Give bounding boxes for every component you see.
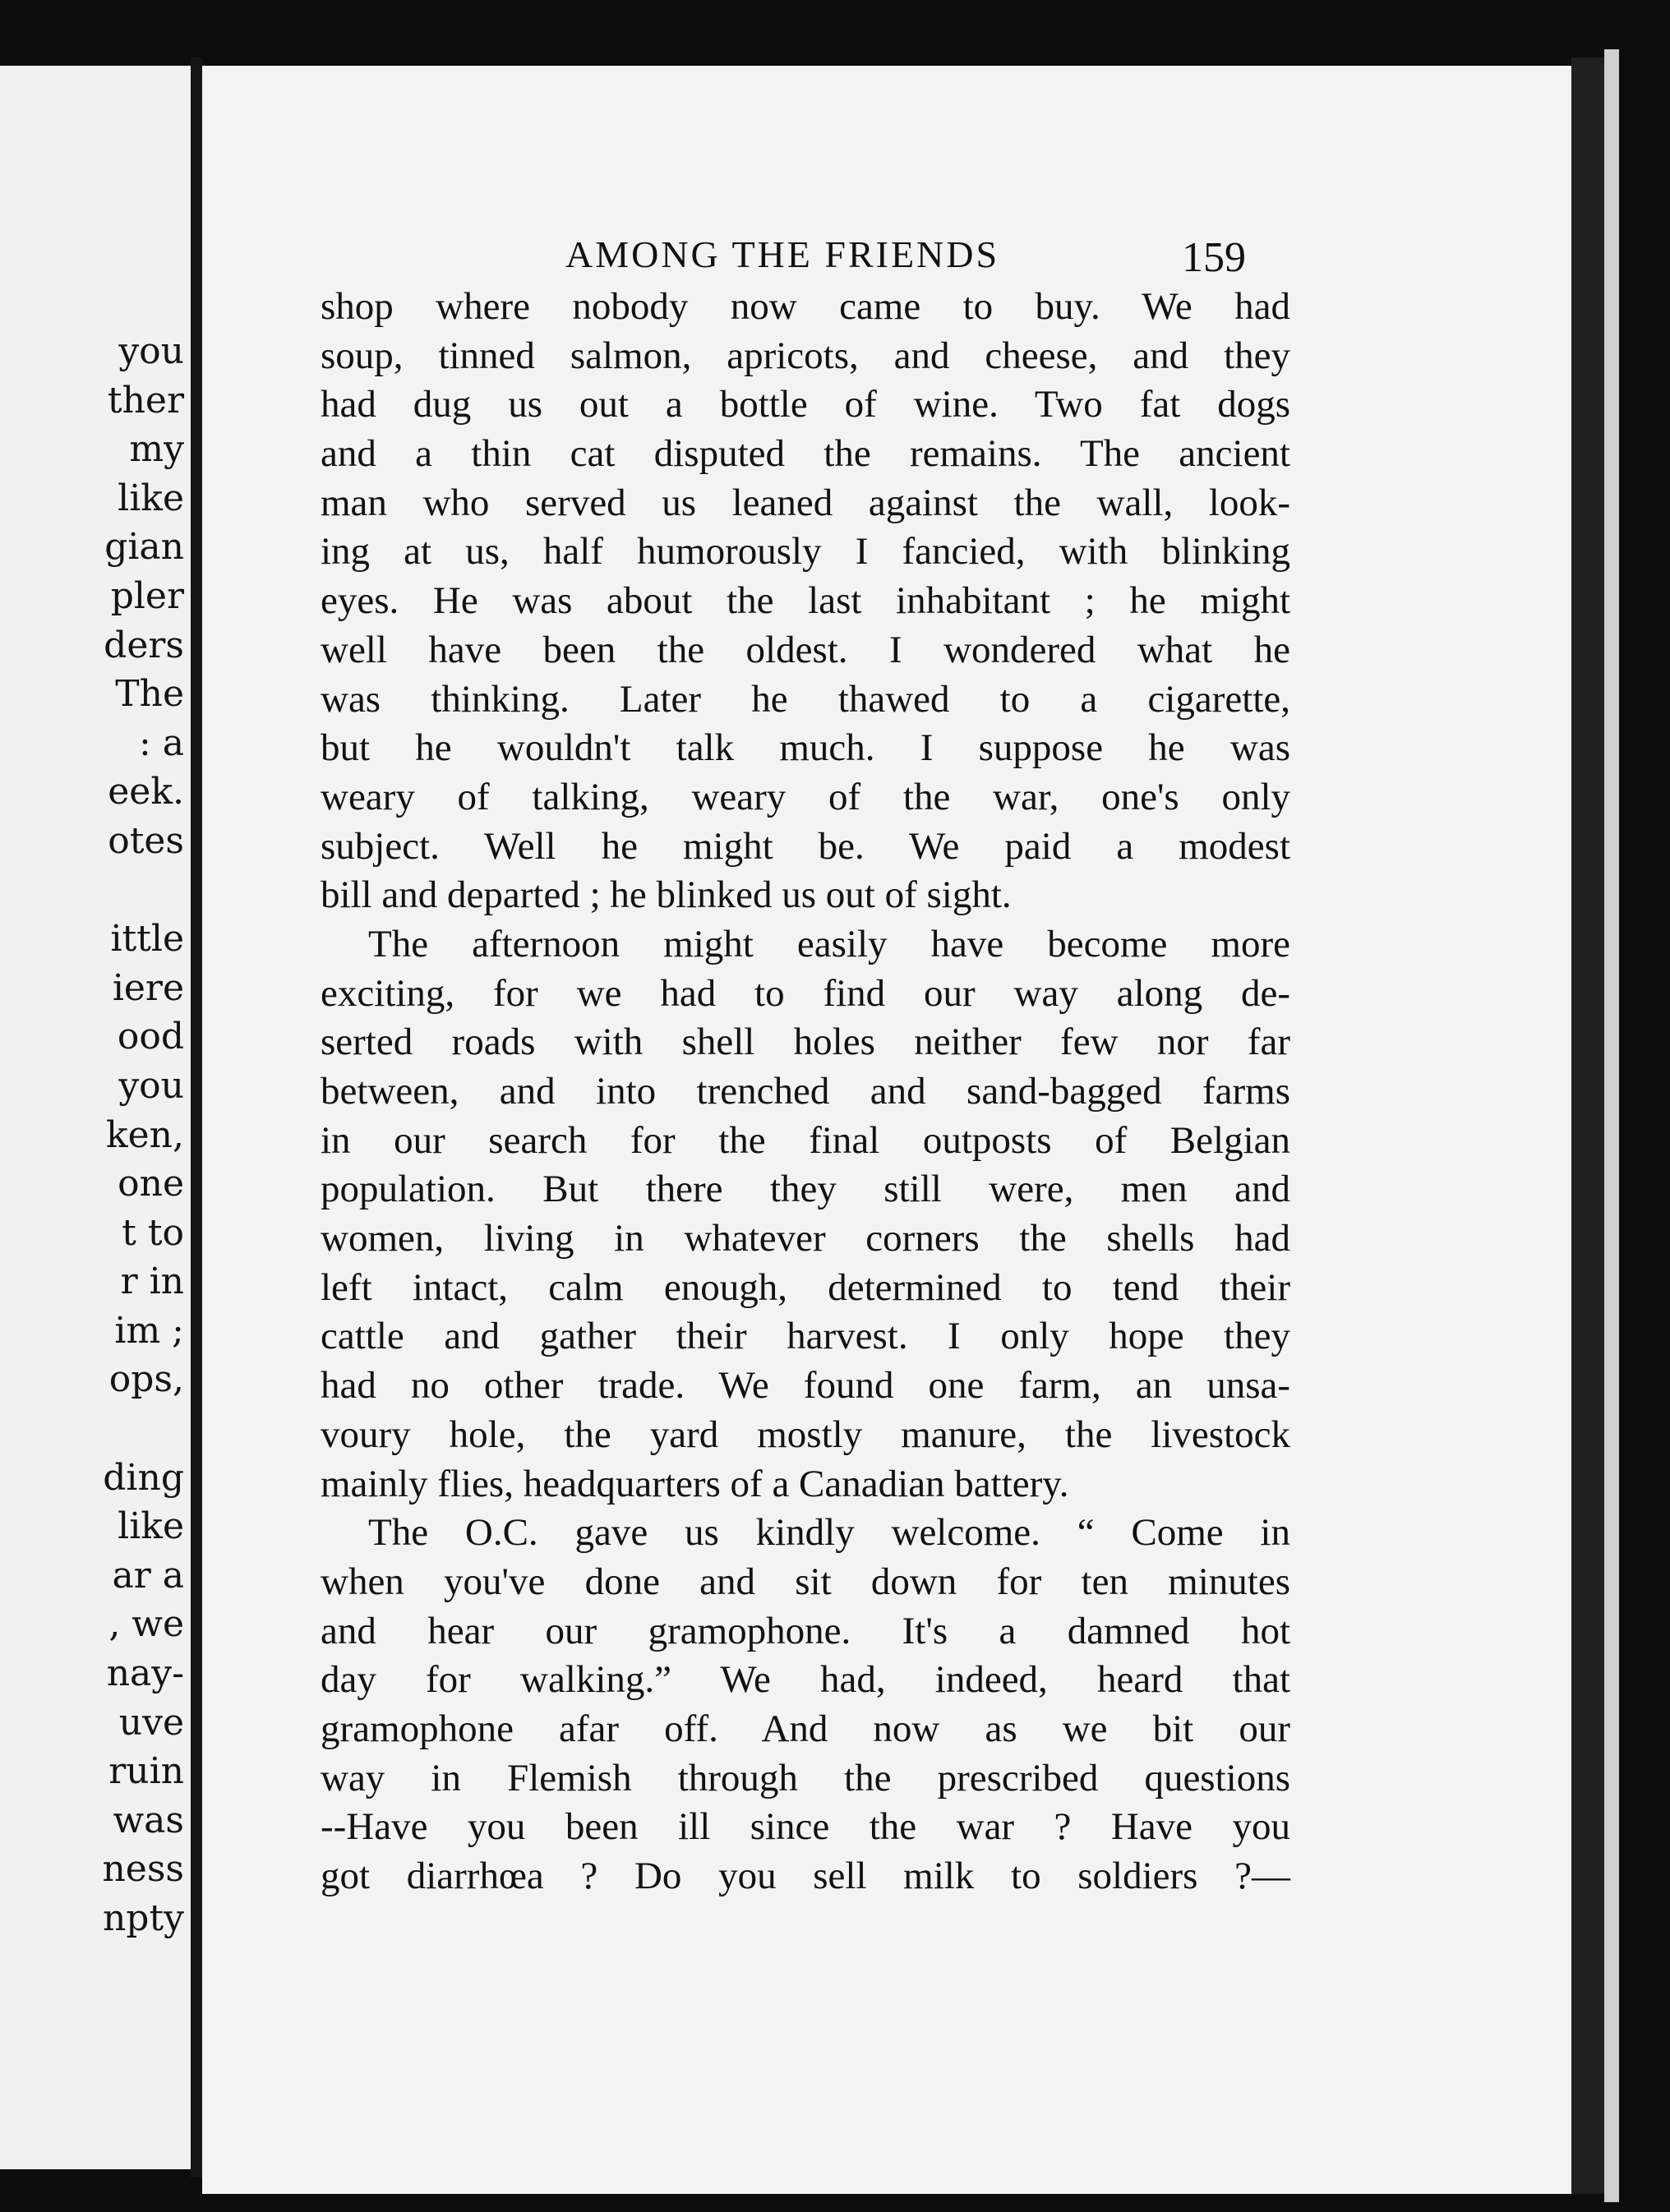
left-page-line: gian [104, 526, 184, 569]
left-page-line: , we [108, 1603, 184, 1646]
left-page-line: ar a [112, 1554, 184, 1597]
left-page-line: eek. [108, 771, 184, 813]
text-line: voury hole, the yard mostly manure, the livestock [321, 1412, 1290, 1456]
text-line: and hear our gramophone. It's a damned hot [321, 1609, 1290, 1652]
text-line: had no other trade. We found one farm, an unsa- [321, 1364, 1290, 1408]
running-head-title: AMONG THE FRIENDS [565, 233, 1000, 275]
text-line: --Have you been ill since the war ? Have you [321, 1805, 1290, 1849]
text-line: cattle and gather their harvest. I only hope they [321, 1315, 1290, 1358]
left-page-line: uve [118, 1701, 184, 1744]
left-page-line: ken, [105, 1113, 184, 1156]
text-line: between, and into trenched and sand-bagged farms [321, 1070, 1290, 1113]
text-line: left intact, calm enough, determined to tend their [321, 1265, 1290, 1309]
text-line: had dug us out a bottle of wine. Two fat dogs [321, 383, 1290, 426]
left-page-line: ther [107, 379, 184, 422]
left-page-line: ding [103, 1456, 184, 1499]
text-line: day for walking.” We had, indeed, heard that [321, 1658, 1290, 1702]
text-line: women, living in whatever corners the shells had [321, 1217, 1290, 1260]
left-page-line: ness [102, 1848, 184, 1891]
text-line: when you've done and sit down for ten minutes [321, 1560, 1290, 1603]
text-line: was thinking. Later he thawed to a cigarette, [321, 677, 1290, 721]
left-facing-page [0, 66, 191, 2169]
text-line: ing at us, half humorously I fancied, with blinking [321, 530, 1290, 574]
left-page-line: like [118, 1505, 184, 1548]
text-line: way in Flemish through the prescribed questions [321, 1756, 1290, 1800]
text-line: gramophone afar off. And now as we bit our [321, 1707, 1290, 1750]
text-line: man who served us leaned against the wall, look- [321, 481, 1290, 524]
gutter [191, 58, 202, 2177]
page-edge [1571, 58, 1604, 2194]
scanner-edge [1604, 49, 1619, 2202]
text-line: well have been the oldest. I wondered what he [321, 628, 1290, 671]
left-page-line: nay- [106, 1652, 184, 1695]
text-line: The O.C. gave us kindly welcome. “ Come in [368, 1511, 1290, 1555]
left-page-line: iere [112, 966, 184, 1009]
left-page-line: one [118, 1163, 184, 1205]
page-number: 159 [1182, 234, 1246, 281]
left-page-line: npty [102, 1897, 184, 1939]
left-page-line: otes [108, 819, 184, 862]
left-page-line: im ; [114, 1309, 184, 1352]
left-page-line: : a [138, 721, 184, 764]
text-line: shop where nobody now came to buy. We had [321, 285, 1290, 328]
text-line: subject. Well he might be. We paid a modest [321, 824, 1290, 868]
left-page-line: like [118, 477, 184, 519]
text-line: in our search for the final outposts of Belgian [321, 1118, 1290, 1162]
left-page-line: you [118, 330, 184, 372]
left-page-line: was [113, 1799, 184, 1841]
text-line: got diarrhœa ? Do you sell milk to soldiers ?— [321, 1855, 1290, 1897]
text-line: serted roads with shell holes neither few nor far [321, 1021, 1290, 1064]
left-page-line: you [118, 1064, 184, 1107]
left-page-line: ops, [108, 1358, 184, 1401]
left-page-line: ders [104, 624, 184, 666]
left-page-line: t to [122, 1211, 184, 1254]
left-page-text [20, 327, 184, 1943]
body-text [321, 283, 1290, 1901]
text-line: bill and departed ; he blinked us out of sight. [321, 873, 1012, 917]
text-line: soup, tinned salmon, apricots, and cheese, and they [321, 334, 1290, 377]
left-page-line: The [115, 673, 184, 716]
left-page-line: ittle [110, 918, 184, 961]
left-page-line: my [129, 428, 184, 471]
text-line: population. But there they still were, men and [321, 1168, 1290, 1211]
left-page-line: ruin [108, 1750, 184, 1793]
right-page [202, 66, 1571, 2194]
text-line: but he wouldn't talk much. I suppose he was [321, 726, 1290, 770]
left-page-line [20, 866, 184, 915]
left-page-line: pler [110, 574, 184, 617]
text-line: weary of talking, weary of the war, one's only [321, 775, 1290, 818]
left-page-line: r in [120, 1260, 184, 1303]
running-head [202, 230, 1571, 279]
text-line: and a thin cat disputed the remains. The ancient [321, 432, 1290, 476]
left-page-line: ood [117, 1016, 184, 1058]
text-line: exciting, for we had to find our way along de- [321, 971, 1290, 1015]
left-page-line [20, 1404, 184, 1454]
text-line: The afternoon might easily have become more [368, 922, 1290, 965]
text-line: eyes. He was about the last inhabitant ; he might [321, 579, 1290, 623]
text-line: mainly flies, headquarters of a Canadian battery. [321, 1462, 1069, 1505]
